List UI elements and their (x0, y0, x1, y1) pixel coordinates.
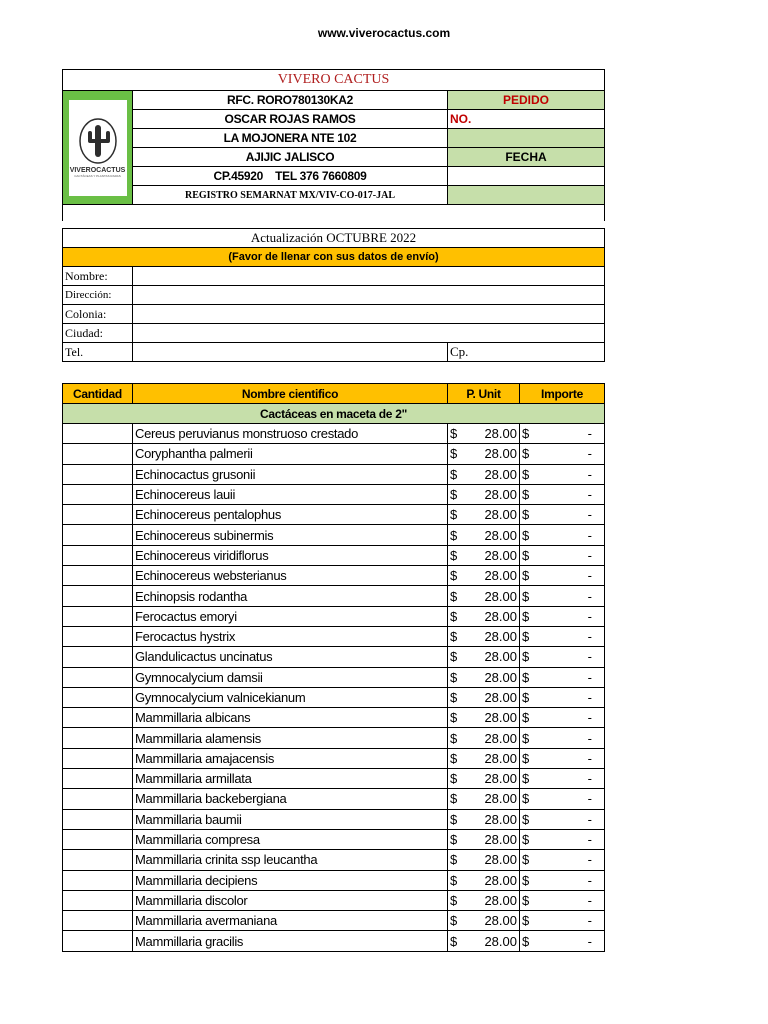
spacer-row (63, 205, 605, 222)
currency-symbol: $ (450, 791, 458, 807)
importe (520, 626, 605, 646)
price-value: 28.00 (484, 507, 517, 523)
product-name: Mammillaria compresa (133, 829, 448, 849)
table-row (63, 829, 605, 849)
importe-value: - (587, 466, 592, 482)
price-value: 28.00 (484, 771, 517, 787)
cantidad-input[interactable] (63, 647, 133, 667)
price-value: 28.00 (484, 446, 517, 462)
price-value: 28.00 (484, 852, 517, 868)
price-value: 28.00 (484, 527, 517, 543)
cantidad-input[interactable] (63, 505, 133, 525)
company-city: AJIJIC JALISCO (133, 148, 448, 167)
currency-symbol: $ (450, 608, 458, 624)
product-name: Mammillaria albicans (133, 708, 448, 728)
unit-price (448, 647, 520, 667)
currency-symbol: $ (522, 811, 530, 827)
cantidad-input[interactable] (63, 829, 133, 849)
logo (63, 91, 133, 205)
importe (520, 545, 605, 565)
importe-value: - (587, 690, 592, 705)
importe-value: - (587, 487, 592, 503)
importe (520, 647, 605, 667)
currency-symbol: $ (450, 649, 458, 665)
unit-price (448, 769, 520, 789)
table-row (63, 586, 605, 606)
section-title: Cactáceas en maceta de 2" (63, 404, 605, 424)
importe (520, 606, 605, 626)
product-name: Cereus peruvianus monstruoso crestado (133, 424, 448, 444)
currency-symbol: $ (450, 750, 458, 766)
importe (520, 424, 605, 444)
fecha-extra-field[interactable] (448, 186, 605, 205)
cantidad-input[interactable] (63, 911, 133, 931)
product-name: Mammillaria gracilis (133, 931, 448, 951)
importe-value: - (587, 933, 592, 949)
product-name: Mammillaria avermaniana (133, 911, 448, 931)
price-value: 28.00 (484, 466, 517, 482)
unit-price (448, 870, 520, 890)
product-name: Ferocactus hystrix (133, 626, 448, 646)
company-owner: OSCAR ROJAS RAMOS (133, 110, 448, 129)
currency-symbol: $ (522, 588, 530, 604)
colonia-label: Colonia: (63, 305, 133, 324)
currency-symbol: $ (522, 832, 530, 848)
price-value: 28.00 (484, 791, 517, 807)
cantidad-input[interactable] (63, 870, 133, 890)
price-value: 28.00 (484, 487, 517, 503)
price-value: 28.00 (484, 426, 517, 442)
ciudad-label: Ciudad: (63, 324, 133, 343)
currency-symbol: $ (522, 710, 530, 726)
logo-text: VIVEROCACTUS (69, 167, 126, 174)
table-row (63, 484, 605, 504)
unit-price (448, 931, 520, 951)
importe-value: - (587, 791, 592, 807)
currency-symbol: $ (450, 710, 458, 726)
unit-price (448, 566, 520, 586)
price-value: 28.00 (484, 547, 517, 563)
company-cp-tel: CP.45920 TEL 376 7660809 (133, 167, 448, 186)
direccion-input[interactable] (133, 286, 605, 305)
cantidad-input[interactable] (63, 586, 133, 606)
currency-symbol: $ (522, 771, 530, 787)
importe (520, 748, 605, 768)
price-value: 28.00 (484, 669, 517, 685)
unit-price (448, 687, 520, 707)
currency-symbol: $ (522, 527, 530, 543)
importe (520, 464, 605, 484)
unit-price (448, 667, 520, 687)
product-name: Echinocactus grusonii (133, 464, 448, 484)
table-row (63, 870, 605, 890)
importe-value: - (587, 913, 592, 929)
cantidad-input[interactable] (63, 484, 133, 504)
importe-value: - (587, 892, 592, 908)
header-cantidad: Cantidad (63, 384, 133, 404)
unit-price (448, 424, 520, 444)
importe-value: - (587, 507, 592, 523)
currency-symbol: $ (450, 588, 458, 604)
cantidad-input[interactable] (63, 890, 133, 910)
currency-symbol: $ (522, 426, 530, 442)
currency-symbol: $ (450, 811, 458, 827)
table-row (63, 505, 605, 525)
order-number-label: NO. (448, 110, 605, 129)
cantidad-input[interactable] (63, 667, 133, 687)
company-rfc: RFC. RORO780130KA2 (133, 91, 448, 110)
ciudad-input[interactable] (133, 324, 605, 343)
table-row (63, 687, 605, 707)
price-value: 28.00 (484, 649, 517, 665)
order-number-field[interactable] (448, 129, 605, 148)
unit-price (448, 444, 520, 464)
direccion-label: Dirección: (63, 286, 133, 305)
currency-symbol: $ (522, 466, 530, 482)
currency-symbol: $ (522, 892, 530, 908)
importe (520, 505, 605, 525)
cantidad-input[interactable] (63, 748, 133, 768)
product-name: Gymnocalycium damsii (133, 667, 448, 687)
importe (520, 667, 605, 687)
update-note: Actualización OCTUBRE 2022 (63, 229, 605, 248)
currency-symbol: $ (450, 933, 458, 949)
header-punit: P. Unit (448, 384, 520, 404)
product-name: Mammillaria crinita ssp leucantha (133, 850, 448, 870)
header-nombre: Nombre cientifico (133, 384, 448, 404)
currency-symbol: $ (450, 466, 458, 482)
unit-price (448, 748, 520, 768)
table-row (63, 606, 605, 626)
currency-symbol: $ (522, 487, 530, 503)
fecha-field[interactable] (448, 167, 605, 186)
product-name: Mammillaria baumii (133, 809, 448, 829)
shipping-form (62, 228, 605, 362)
price-value: 28.00 (484, 588, 517, 604)
unit-price (448, 606, 520, 626)
cantidad-input[interactable] (63, 444, 133, 464)
logo-subtext: CACTÁCEAS Y PLANTAS RARAS (74, 174, 121, 178)
currency-symbol: $ (522, 608, 530, 624)
importe (520, 687, 605, 707)
currency-symbol: $ (450, 771, 458, 787)
cantidad-input[interactable] (63, 931, 133, 951)
importe-value: - (587, 750, 592, 766)
cantidad-input[interactable] (63, 789, 133, 809)
currency-symbol: $ (522, 649, 530, 665)
cantidad-input[interactable] (63, 809, 133, 829)
cantidad-input[interactable] (63, 708, 133, 728)
company-registro: REGISTRO SEMARNAT MX/VIV-CO-017-JAL (133, 186, 448, 205)
unit-price (448, 829, 520, 849)
price-value: 28.00 (484, 750, 517, 766)
currency-symbol: $ (450, 892, 458, 908)
product-name: Echinocereus subinermis (133, 525, 448, 545)
importe (520, 911, 605, 931)
company-name: VIVERO CACTUS (63, 70, 605, 91)
product-name: Echinocereus websterianus (133, 566, 448, 586)
price-value: 28.00 (484, 811, 517, 827)
product-name: Mammillaria backebergiana (133, 789, 448, 809)
cactus-icon (78, 117, 118, 165)
form-instructions: (Favor de llenar con sus datos de envío) (63, 248, 605, 267)
currency-symbol: $ (522, 568, 530, 584)
cp-label: Cp. (448, 343, 605, 362)
product-name: Mammillaria alamensis (133, 728, 448, 748)
product-name: Ferocactus emoryi (133, 606, 448, 626)
currency-symbol: $ (450, 507, 458, 523)
company-header (62, 69, 605, 221)
currency-symbol: $ (522, 750, 530, 766)
currency-symbol: $ (522, 852, 530, 868)
currency-symbol: $ (522, 547, 530, 563)
price-value: 28.00 (484, 832, 517, 848)
importe (520, 789, 605, 809)
currency-symbol: $ (522, 690, 530, 705)
currency-symbol: $ (450, 913, 458, 929)
company-address: LA MOJONERA NTE 102 (133, 129, 448, 148)
importe (520, 890, 605, 910)
importe-value: - (587, 527, 592, 543)
currency-symbol: $ (450, 669, 458, 685)
product-name: Echinocereus pentalophus (133, 505, 448, 525)
product-name: Echinopsis rodantha (133, 586, 448, 606)
importe-value: - (587, 446, 592, 462)
currency-symbol: $ (522, 872, 530, 888)
pedido-label: PEDIDO (448, 91, 605, 110)
importe (520, 728, 605, 748)
tel-input[interactable] (133, 343, 448, 362)
price-value: 28.00 (484, 892, 517, 908)
cantidad-input[interactable] (63, 728, 133, 748)
table-row (63, 464, 605, 484)
unit-price (448, 464, 520, 484)
price-value: 28.00 (484, 608, 517, 624)
table-row (63, 748, 605, 768)
unit-price (448, 525, 520, 545)
table-row (63, 708, 605, 728)
cantidad-input[interactable] (63, 525, 133, 545)
currency-symbol: $ (522, 629, 530, 645)
price-value: 28.00 (484, 629, 517, 645)
cantidad-input[interactable] (63, 545, 133, 565)
importe-value: - (587, 608, 592, 624)
unit-price (448, 850, 520, 870)
product-name: Mammillaria decipiens (133, 870, 448, 890)
currency-symbol: $ (450, 527, 458, 543)
currency-symbol: $ (450, 446, 458, 462)
importe (520, 870, 605, 890)
unit-price (448, 626, 520, 646)
importe-value: - (587, 588, 592, 604)
cantidad-input[interactable] (63, 464, 133, 484)
colonia-input[interactable] (133, 305, 605, 324)
table-row (63, 931, 605, 951)
table-row (63, 444, 605, 464)
currency-symbol: $ (450, 629, 458, 645)
product-name: Mammillaria amajacensis (133, 748, 448, 768)
importe-value: - (587, 426, 592, 442)
cantidad-input[interactable] (63, 626, 133, 646)
cantidad-input[interactable] (63, 850, 133, 870)
unit-price (448, 911, 520, 931)
currency-symbol: $ (522, 446, 530, 462)
currency-symbol: $ (522, 507, 530, 523)
table-row (63, 424, 605, 444)
table-row (63, 911, 605, 931)
currency-symbol: $ (522, 669, 530, 685)
importe-value: - (587, 771, 592, 787)
product-name: Echinocereus viridiflorus (133, 545, 448, 565)
tel-label: Tel. (63, 343, 133, 362)
table-row (63, 647, 605, 667)
price-value: 28.00 (484, 690, 517, 705)
product-name: Gymnocalycium valnicekianum (133, 687, 448, 707)
price-value: 28.00 (484, 933, 517, 949)
table-row (63, 890, 605, 910)
currency-symbol: $ (522, 933, 530, 949)
currency-symbol: $ (450, 730, 458, 746)
unit-price (448, 890, 520, 910)
importe-value: - (587, 568, 592, 584)
nombre-input[interactable] (133, 267, 605, 286)
unit-price (448, 789, 520, 809)
cantidad-input[interactable] (63, 769, 133, 789)
importe-value: - (587, 832, 592, 848)
product-name: Coryphantha palmerii (133, 444, 448, 464)
price-value: 28.00 (484, 710, 517, 726)
importe-value: - (587, 852, 592, 868)
table-row (63, 809, 605, 829)
currency-symbol: $ (450, 426, 458, 442)
importe-value: - (587, 649, 592, 665)
currency-symbol: $ (450, 547, 458, 563)
currency-symbol: $ (450, 690, 458, 705)
product-table (62, 383, 605, 952)
currency-symbol: $ (450, 852, 458, 868)
currency-symbol: $ (450, 568, 458, 584)
unit-price (448, 809, 520, 829)
table-row (63, 789, 605, 809)
unit-price (448, 545, 520, 565)
importe (520, 809, 605, 829)
importe-value: - (587, 710, 592, 726)
importe (520, 566, 605, 586)
product-name: Mammillaria armillata (133, 769, 448, 789)
importe-value: - (587, 730, 592, 746)
header-importe: Importe (520, 384, 605, 404)
unit-price (448, 505, 520, 525)
table-row (63, 525, 605, 545)
importe (520, 586, 605, 606)
importe-value: - (587, 811, 592, 827)
importe (520, 850, 605, 870)
cantidad-input[interactable] (63, 424, 133, 444)
table-row (63, 769, 605, 789)
table-row (63, 667, 605, 687)
table-row (63, 626, 605, 646)
currency-symbol: $ (450, 872, 458, 888)
currency-symbol: $ (522, 791, 530, 807)
unit-price (448, 586, 520, 606)
product-name: Echinocereus lauii (133, 484, 448, 504)
product-name: Glandulicactus uncinatus (133, 647, 448, 667)
importe (520, 769, 605, 789)
importe (520, 931, 605, 951)
cantidad-input[interactable] (63, 566, 133, 586)
currency-symbol: $ (450, 487, 458, 503)
cantidad-input[interactable] (63, 687, 133, 707)
importe (520, 708, 605, 728)
importe-value: - (587, 669, 592, 685)
unit-price (448, 728, 520, 748)
website-url[interactable]: www.viverocactus.com (317, 26, 451, 40)
fecha-label: FECHA (448, 148, 605, 167)
cantidad-input[interactable] (63, 606, 133, 626)
table-row (63, 728, 605, 748)
importe (520, 525, 605, 545)
importe (520, 829, 605, 849)
nombre-label: Nombre: (63, 267, 133, 286)
currency-symbol: $ (450, 832, 458, 848)
table-row (63, 566, 605, 586)
currency-symbol: $ (522, 913, 530, 929)
price-value: 28.00 (484, 568, 517, 584)
table-row (63, 850, 605, 870)
currency-symbol: $ (522, 730, 530, 746)
table-row (63, 545, 605, 565)
price-value: 28.00 (484, 872, 517, 888)
importe (520, 444, 605, 464)
importe (520, 484, 605, 504)
price-value: 28.00 (484, 913, 517, 929)
unit-price (448, 484, 520, 504)
price-value: 28.00 (484, 730, 517, 746)
importe-value: - (587, 872, 592, 888)
importe-value: - (587, 629, 592, 645)
unit-price (448, 708, 520, 728)
product-name: Mammillaria discolor (133, 890, 448, 910)
importe-value: - (587, 547, 592, 563)
